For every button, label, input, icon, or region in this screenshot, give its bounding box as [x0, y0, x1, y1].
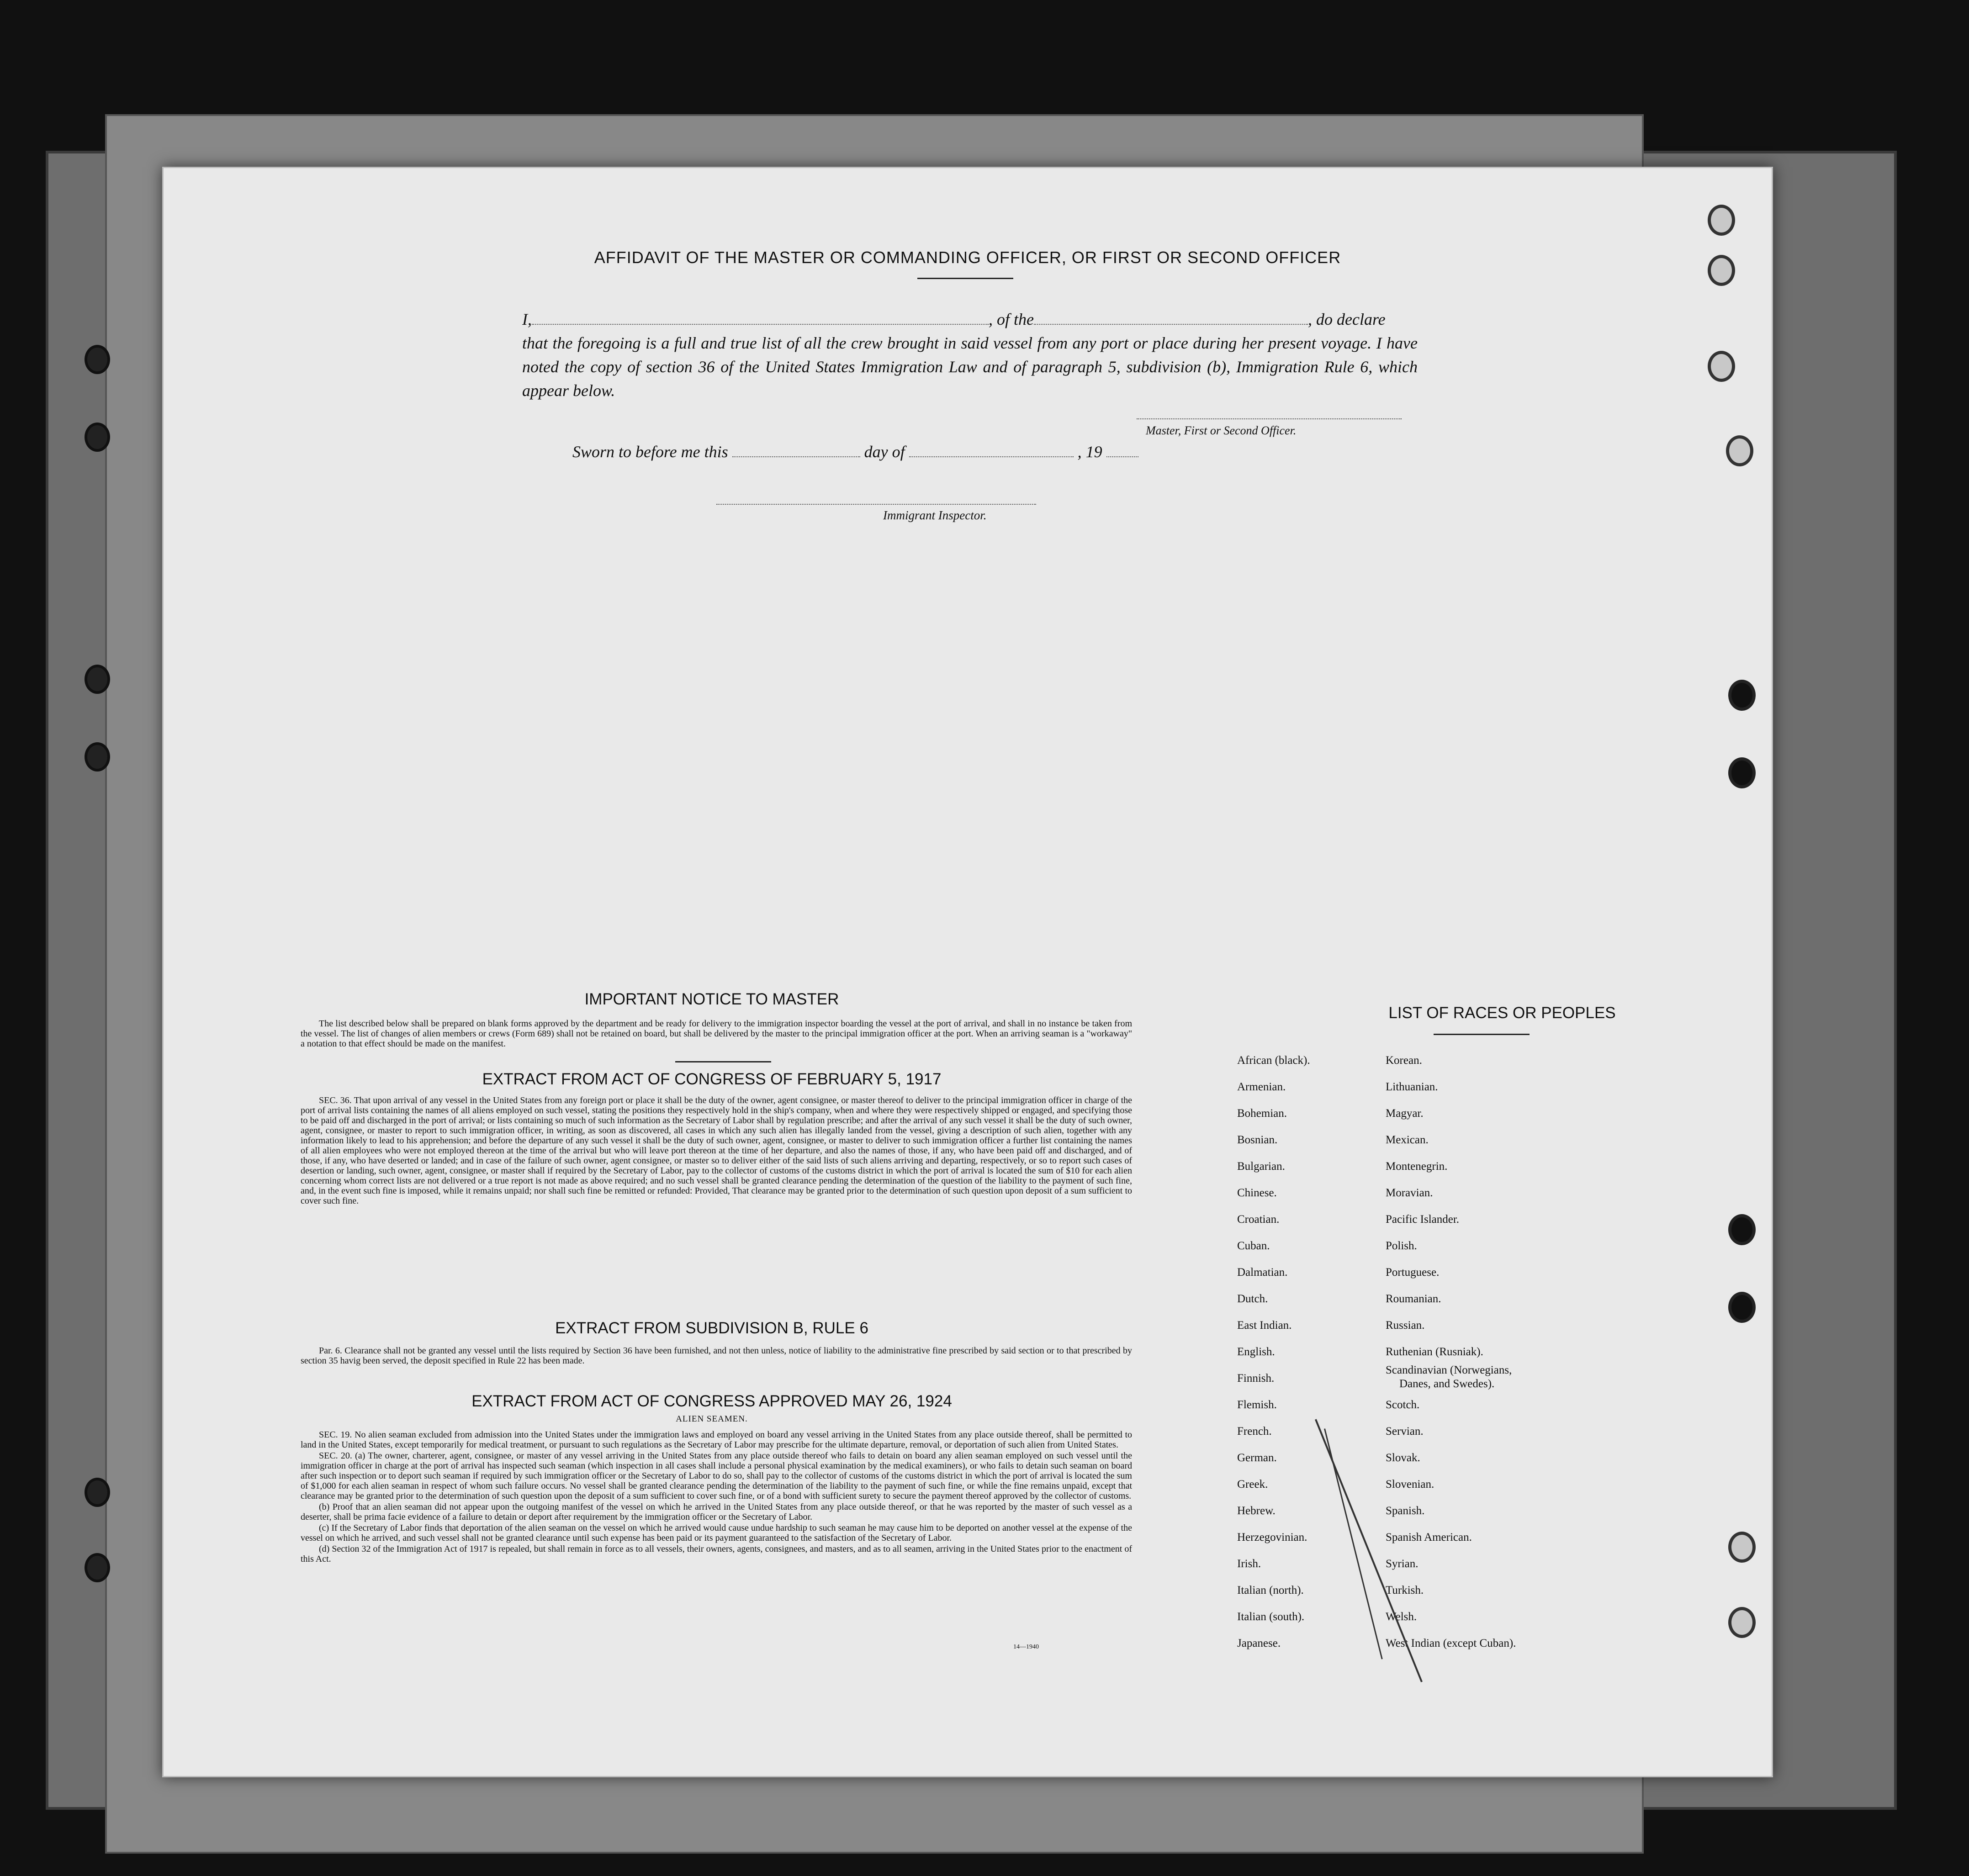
- races-title: LIST OF RACES OR PEOPLES: [1388, 1004, 1616, 1022]
- race-item: West Indian (except Cuban).: [1386, 1637, 1516, 1649]
- punch-hole: [1728, 1607, 1756, 1638]
- vessel-field[interactable]: [1034, 311, 1308, 325]
- year-field[interactable]: [1106, 444, 1138, 457]
- pen-mark: [1324, 1428, 1383, 1659]
- race-item: German.: [1237, 1452, 1277, 1464]
- race-item: Dutch.: [1237, 1293, 1268, 1305]
- signature-label: Master, First or Second Officer.: [1146, 424, 1297, 437]
- binder-hole: [85, 1478, 110, 1507]
- act-1924-paragraph: (c) If the Secretary of Labor finds that deportation of the alien seaman on the vessel on which he arrived would cause undue hardship to such seaman he may cause him to be deported on another vessel at the expense of the vessel on which he arrived, and such vessel shall not be granted clearance until such expense has been paid or its payment guaranteed to the satisfaction of the Secretary of Labor.: [301, 1523, 1132, 1543]
- act-1924-paragraph: SEC. 20. (a) The owner, charterer, agent, consignee, or master of any vessel arriving in the United States from any place outside thereof who fails to detain on board any alien seaman employed on such vessel until the immigration officer in charge at the port of arrival has inspected such seaman (which inspection in all cases shall include a personal physical examination by the medical examiners), or who fails to detain such seaman on board after such inspection or to deport such seaman if required by such immigration officer or the Secretary of Labor to do so, shall pay to the collector of customs of the customs district in which the port of arrival is located the sum of $1,000 for each alien seaman in respect of whom such failure occurs. No vessel shall be granted clearance pending the determination of the liability to the payment of such fine, or while the fine remains unpaid, except that clearance may be granted prior to the determination of such question upon the deposit of a sum sufficient to cover such fine, or of a bond with sufficient surety to secure the payment thereof approved by the collector of customs.: [301, 1451, 1132, 1501]
- of-the-label: , of the: [989, 310, 1034, 328]
- title-rule: [917, 278, 1013, 279]
- race-item: Italian (north).: [1237, 1584, 1304, 1596]
- binder-hole: [85, 742, 110, 772]
- race-item: Pacific Islander.: [1386, 1213, 1460, 1226]
- rule-6-text: Par. 6. Clearance shall not be granted any vessel until the lists required by Section 36 have been furnished, and not then unless, notice of liability to the administrative fine prescribed by said section or to that prescribed by section 35 havig been served, the deposit specified in Rule 22 has been made.: [301, 1346, 1132, 1366]
- race-item: Mexican.: [1386, 1134, 1429, 1146]
- act-1917-title: EXTRACT FROM ACT OF CONGRESS OF FEBRUARY 5, 1917: [482, 1070, 942, 1088]
- punch-hole: [1728, 1532, 1756, 1563]
- form-page: [162, 167, 1773, 1777]
- punch-hole: [1728, 1292, 1756, 1323]
- i-label: I,: [522, 310, 532, 328]
- race-item: Portuguese.: [1386, 1266, 1440, 1279]
- punch-hole: [1728, 757, 1756, 788]
- race-item: Korean.: [1386, 1054, 1422, 1067]
- form-number: 14—1940: [1013, 1643, 1039, 1650]
- section-rule: [675, 1061, 771, 1062]
- race-item: Russian.: [1386, 1319, 1425, 1332]
- race-item: Danes, and Swedes).: [1399, 1378, 1495, 1390]
- race-item: Bulgarian.: [1237, 1160, 1285, 1173]
- race-item: Welsh.: [1386, 1611, 1417, 1623]
- race-item: Dalmatian.: [1237, 1266, 1288, 1279]
- month-field[interactable]: [909, 444, 1074, 457]
- affidavit-text: that the foregoing is a full and true list of all the crew brought in said vessel from any port or place during her present voyage. I have noted the copy of section 36 of the United States Immigration Law and of paragraph 5, subdivision (b), Immigration Rule 6, which appear below.: [522, 334, 1418, 400]
- race-item: Polish.: [1386, 1240, 1417, 1252]
- act-1924-title: EXTRACT FROM ACT OF CONGRESS APPROVED MAY 26, 1924: [471, 1392, 952, 1410]
- race-item: Italian (south).: [1237, 1611, 1305, 1623]
- race-item: Roumanian.: [1386, 1293, 1441, 1305]
- signature-field[interactable]: [1137, 418, 1402, 419]
- punch-hole: [1728, 680, 1756, 711]
- race-item: Japanese.: [1237, 1637, 1281, 1649]
- race-item: Moravian.: [1386, 1187, 1433, 1199]
- race-item: Spanish American.: [1386, 1531, 1472, 1543]
- race-item: Slovak.: [1386, 1452, 1420, 1464]
- race-item: Finnish.: [1237, 1372, 1275, 1385]
- year-label: , 19: [1077, 443, 1102, 461]
- race-item: Scotch.: [1386, 1399, 1420, 1411]
- day-field[interactable]: [732, 444, 860, 457]
- punch-hole: [1726, 435, 1753, 466]
- act-1924-paragraph: SEC. 19. No alien seaman excluded from admission into the United States under the immigration laws and employed on board any vessel arriving in the United States from any place outside thereof, shall be permitted to land in the United States, except temporarily for medical treatment, or pursuant to such regulations as the Secretary of Labor may prescribe for the ultimate departure, removal, or deportation of such alien from United States.: [301, 1430, 1132, 1450]
- sworn-line: [572, 442, 1138, 461]
- binder-hole: [85, 665, 110, 694]
- act-1924-text: [301, 1430, 1132, 1565]
- binder-hole: [85, 1553, 110, 1582]
- race-item: African (black).: [1237, 1054, 1310, 1067]
- sworn-prefix: Sworn to before me this: [572, 443, 728, 461]
- races-rule: [1434, 1034, 1530, 1035]
- race-item: Irish.: [1237, 1558, 1261, 1570]
- act-1924-paragraph: (d) Section 32 of the Immigration Act of 1917 is repealed, but shall remain in force as to all vessels, their owners, agents, consignees, and masters, and as to all seamen, arriving in the United States prior to the enactment of this Act.: [301, 1544, 1132, 1564]
- race-item: Armenian.: [1237, 1081, 1286, 1093]
- binder-hole: [85, 423, 110, 452]
- punch-hole: [1708, 205, 1735, 236]
- race-item: Spanish.: [1386, 1505, 1425, 1517]
- race-item: Slovenian.: [1386, 1478, 1434, 1490]
- punch-hole: [1708, 351, 1735, 382]
- race-item: Lithuanian.: [1386, 1081, 1438, 1093]
- inspector-signature-field[interactable]: [716, 504, 1036, 505]
- race-item: Herzegovinian.: [1237, 1531, 1307, 1543]
- punch-hole: [1728, 1214, 1756, 1245]
- race-item: Scandinavian (Norwegians,: [1386, 1364, 1512, 1376]
- do-declare-label: , do declare: [1307, 310, 1386, 328]
- affidavit-title: AFFIDAVIT OF THE MASTER OR COMMANDING OFFICER, OR FIRST OR SECOND OFFICER: [594, 248, 1341, 267]
- race-item: Chinese.: [1237, 1187, 1277, 1199]
- race-item: East Indian.: [1237, 1319, 1292, 1332]
- race-item: Servian.: [1386, 1425, 1424, 1437]
- race-item: Montenegrin.: [1386, 1160, 1448, 1173]
- act-1917-text: SEC. 36. That upon arrival of any vessel in the United States from any foreign port or place it shall be the duty of the owner, agent consignee, or master thereof to deliver to the principal immigration officer in charge of the port of arrival lists containing the names of all aliens employed on such vessel, stating the positions they respectively hold in the ship's company, when and where they were respectively shipped or engaged, and specifying those to be paid off and discharged in the port of arrival; or lists containing so much of such information as the Secretary of Labor shall by regulation prescribe; and after the arrival of any such vessel it shall be the duty of such owner, agent, consignee, or master to report to such immigration officer, in writing, as soon as discovered, all cases in which any such alien has illegally landed from the vessel, giving a description of such alien, together with any information likely to lead to his apprehension; and before the departure of any such vessel it shall be the duty of such owner, agent, consignee, or master to deliver to such immigration officer a further list containing the names of all alien employees who were not employed thereon at the time of the arrival but who will leave port thereon at the time of her departure, and also the names of those, if any, who have been paid off and discharged, and of those, if any, who have deserted or landed; and in case of the failure of such owner, agent consignee, or master so to deliver either of the said lists of such aliens arriving and departing, respectively, or so to report such cases of desertion or landing, such owner, agent, consignee, or master shall if required by the Secretary of Labor, pay to the collector of customs of the customs district in which the port of arrival is located the sum of $10 for each alien concerning whom correct lists are not delivered or a true report is not made as above required; and no such vessel shall be granted clearance pending the determination of the question of the liability to the payment of such fine, and, in the event such fine is imposed, while it remains unpaid; nor shall such fine be remitted or refunded: Provided, That clearance may be granted prior to the determination of such question upon deposit of a sum sufficient to cover such fine.: [301, 1095, 1132, 1206]
- notice-text: The list described below shall be prepared on blank forms approved by the department and be ready for delivery to the immigration inspector boarding the vessel at the port of arrival, and shall in no instance be taken from the vessel. The list of changes of alien members or crews (Form 689) shall not be retained on board, but shall be delivered by the master to the principal immigration officer at the port. When an arriving seaman is a "workaway" a notation to that effect should be made on the manifest.: [301, 1019, 1132, 1049]
- race-item: Greek.: [1237, 1478, 1268, 1490]
- inspector-label: Immigrant Inspector.: [883, 508, 987, 522]
- notice-title: IMPORTANT NOTICE TO MASTER: [584, 990, 839, 1008]
- name-field[interactable]: [532, 311, 989, 325]
- race-item: Hebrew.: [1237, 1505, 1276, 1517]
- day-of-label: day of: [864, 443, 905, 461]
- race-item: Ruthenian (Rusniak).: [1386, 1346, 1483, 1358]
- race-item: Flemish.: [1237, 1399, 1277, 1411]
- race-item: English.: [1237, 1346, 1275, 1358]
- alien-seamen-subtitle: ALIEN SEAMEN.: [676, 1414, 748, 1424]
- race-item: Bohemian.: [1237, 1107, 1287, 1120]
- binder-hole: [85, 345, 110, 374]
- race-item: Cuban.: [1237, 1240, 1270, 1252]
- act-1924-paragraph: (b) Proof that an alien seaman did not appear upon the outgoing manifest of the vessel on which he arrived in the United States from any place outside thereof, or that he was reported by the master of such vessel as a deserter, shall be prima facie evidence of a failure to detain or deport after requirement by the immigration officer or the Secretary of Labor.: [301, 1502, 1132, 1522]
- rule-6-title: EXTRACT FROM SUBDIVISION B, RULE 6: [555, 1319, 868, 1337]
- race-item: Syrian.: [1386, 1558, 1419, 1570]
- declarant-line: [522, 307, 1418, 331]
- race-item: Croatian.: [1237, 1213, 1280, 1226]
- race-item: Turkish.: [1386, 1584, 1424, 1596]
- affidavit-body: [522, 307, 1418, 402]
- race-item: Magyar.: [1386, 1107, 1424, 1120]
- race-item: Bosnian.: [1237, 1134, 1278, 1146]
- race-item: French.: [1237, 1425, 1272, 1437]
